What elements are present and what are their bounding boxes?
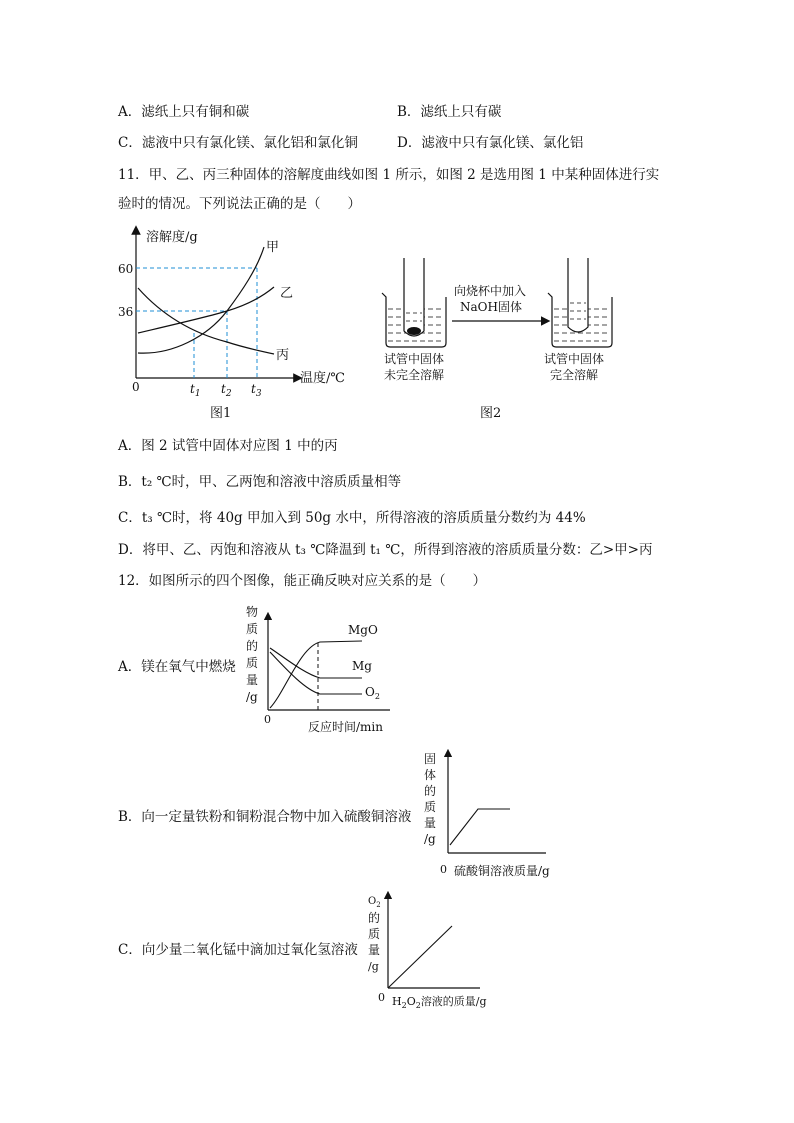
q12-option-a: A．镁在氧气中燃烧 — [118, 659, 236, 675]
graph-c-ylabel-2: 质 — [368, 927, 381, 941]
q10-option-b: B．滤纸上只有碳 — [397, 104, 502, 120]
graph-a-ylabel-1: 质 — [246, 622, 259, 636]
right-beaker — [548, 258, 612, 347]
curve-yi — [138, 287, 274, 333]
graph-c-curve — [388, 926, 452, 988]
q12-option-c: C．向少量二氧化锰中滴加过氧化氢溶液 — [118, 942, 358, 958]
y-tick-60: 60 — [118, 262, 134, 276]
graph-c-ylabel-0: $O_2$ — [368, 896, 381, 909]
graph-b-ylabel-1: 体 — [424, 768, 437, 782]
graph-b-fe-cu-cuso4 — [418, 745, 578, 880]
graph-b-ylabel-3: 质 — [424, 800, 437, 814]
y-axis-label: 溶解度/g — [146, 230, 198, 245]
arrow-label-line1: 向烧杯中加入 — [454, 284, 527, 298]
graph-a-ylabel-2: 的 — [246, 639, 259, 653]
arrow-label-line2: NaOH固体 — [460, 300, 522, 314]
origin-label: 0 — [132, 380, 140, 394]
graph-a-ylabel-5: /g — [246, 690, 258, 704]
q10-option-d: D．滤液中只有氯化镁、氯化铝 — [397, 135, 584, 151]
figure-1-caption: 图1 — [210, 406, 232, 421]
graph-a-xlabel: 反应时间/min — [308, 720, 383, 734]
x-tick-t1: $t_1$ — [190, 382, 201, 399]
q10-option-a: A．滤纸上只有铜和碳 — [118, 104, 250, 120]
x-tick-t3: $t_3$ — [251, 382, 262, 399]
graph-a-mg-curve — [270, 648, 362, 678]
graph-a-ylabel-4: 量 — [246, 673, 259, 687]
series-label-bing: 丙 — [276, 348, 290, 363]
graph-b-ylabel-0: 固 — [424, 752, 437, 766]
beaker-experiment — [378, 225, 638, 425]
series-label-yi: 乙 — [280, 286, 294, 301]
q12-stem: 12．如图所示的四个图像，能正确反映对应关系的是（ ） — [118, 573, 487, 589]
graph-b-curve — [450, 809, 510, 845]
graph-a-ylabel-0: 物 — [246, 605, 259, 619]
guide-lines — [136, 268, 257, 378]
graph-b-ylabel-2: 的 — [424, 784, 437, 798]
graph-a-ylabel-3: 质 — [246, 656, 259, 670]
graph-b-xlabel: 硫酸铜溶液质量/g — [454, 864, 550, 878]
right-caption-line1: 试管中固体 — [544, 352, 605, 366]
curve-jia — [138, 247, 264, 353]
graph-a-origin: 0 — [264, 713, 271, 726]
graph-c-h2o2-mno2 — [360, 890, 520, 1015]
x-tick-t2: $t_2$ — [221, 382, 232, 399]
q11-option-c: C．t₃ ℃时，将 40g 甲加入到 50g 水中，所得溶液的溶质质量分数约为 44% — [118, 510, 586, 526]
graph-c-ylabel-3: 量 — [368, 943, 381, 957]
graph-c-ylabel-1: 的 — [368, 911, 381, 925]
q11-stem-line2: 验时的情况。下列说法正确的是（ ） — [118, 196, 361, 212]
y-tick-36: 36 — [118, 305, 134, 319]
left-caption-line1: 试管中固体 — [384, 352, 445, 366]
q10-option-c: C．滤液中只有氯化镁、氯化铝和氯化铜 — [118, 135, 358, 151]
graph-a-series-o2: $O_2$ — [365, 685, 380, 701]
left-caption-line2: 未完全溶解 — [384, 368, 445, 382]
curve-bing — [138, 288, 274, 354]
q11-stem-line1: 11．甲、乙、丙三种固体的溶解度曲线如图 1 所示，如图 2 是选用图 1 中某种固体进行实 — [118, 167, 660, 183]
graph-b-ylabel-5: /g — [424, 832, 436, 846]
undissolved-solid — [407, 327, 421, 335]
graph-a-series-mg: Mg — [352, 659, 372, 673]
q11-option-b: B．t₂ ℃时，甲、乙两饱和溶液中溶质质量相等 — [118, 474, 402, 490]
series-label-jia: 甲 — [266, 240, 280, 255]
graph-b-ylabel-4: 量 — [424, 816, 437, 830]
graph-c-xlabel: $H_2O_2$溶液的质量/g — [392, 995, 487, 1010]
graph-c-origin: 0 — [378, 991, 385, 1004]
graph-a-series-mgo: MgO — [348, 623, 378, 637]
q11-option-d: D．将甲、乙、丙饱和溶液从 t₃ ℃降温到 t₁ ℃，所得到溶液的溶质质量分数：乙>甲>丙 — [118, 542, 653, 558]
x-axis-label: 温度/℃ — [300, 371, 345, 386]
graph-c-ylabel-4: /g — [368, 960, 379, 973]
left-beaker — [382, 258, 446, 347]
graph-a-mg-combustion — [240, 602, 420, 732]
q11-option-a: A．图 2 试管中固体对应图 1 中的丙 — [118, 438, 338, 454]
graph-b-origin: 0 — [440, 863, 447, 876]
figure-2-caption: 图2 — [480, 406, 502, 421]
right-caption-line2: 完全溶解 — [550, 368, 599, 382]
solubility-chart — [112, 225, 372, 425]
q12-option-b: B．向一定量铁粉和铜粉混合物中加入硫酸铜溶液 — [118, 809, 412, 825]
graph-a-mgo-curve — [270, 641, 362, 708]
